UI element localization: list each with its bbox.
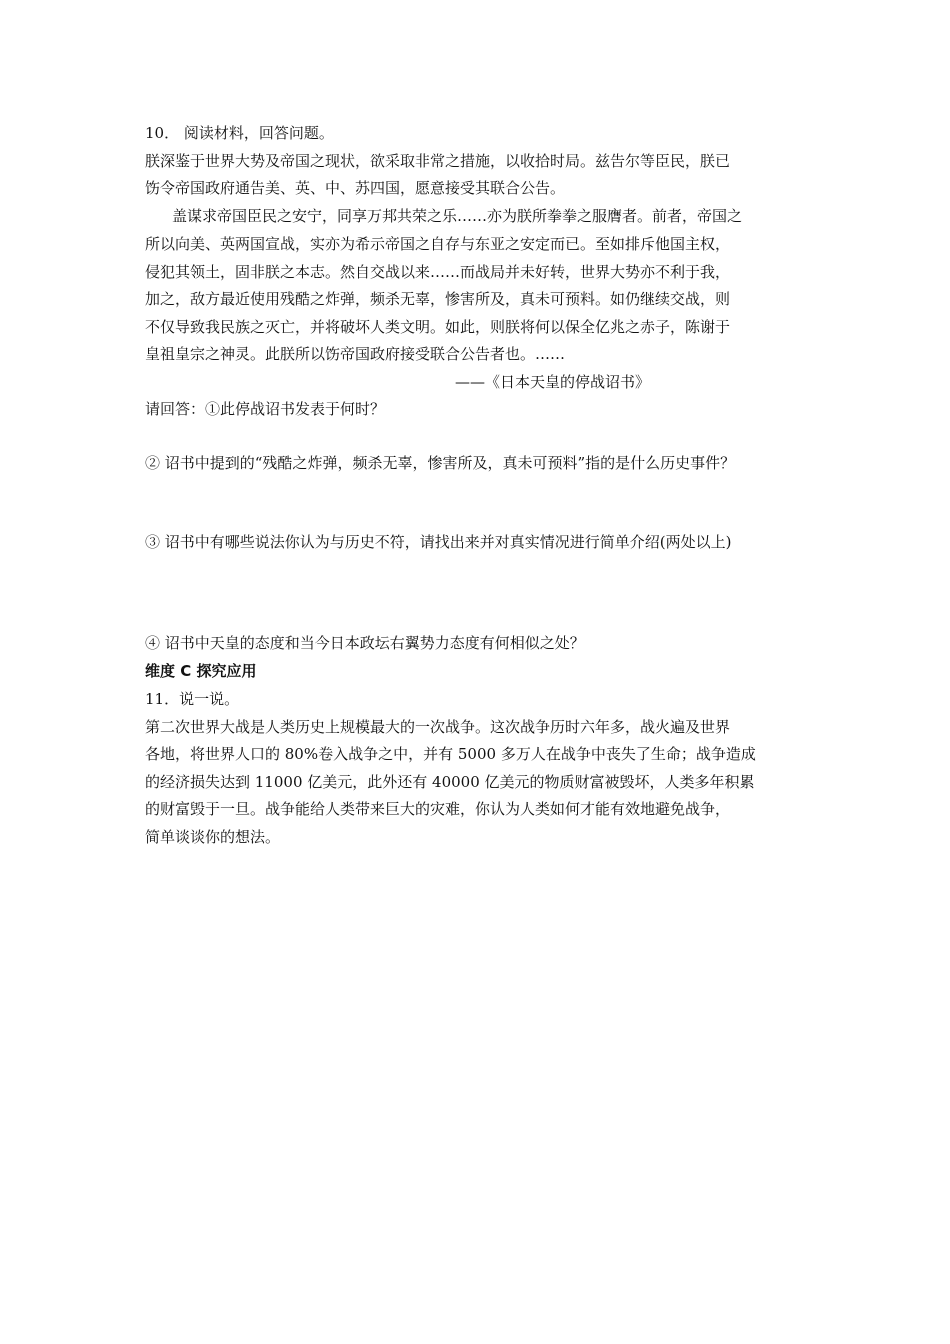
question-11-heading: 11．说一说。 [145,690,240,708]
section-c-heading: 维度 C 探究应用 [145,662,257,680]
question-11-body-line: 的经济损失达到 11000 亿美元，此外还有 40000 亿美元的物质财富被毁坏，人类多年积累 [145,773,755,791]
material-line: 不仅导致我民族之灭亡，并将破坏人类文明。如此，则朕将何以保全亿兆之赤子，陈谢于 [145,318,731,336]
question-10-part-3: ③ 诏书中有哪些说法你认为与历史不符，请找出来并对真实情况进行简单介绍(两处以上) [145,533,732,551]
question-10-part-4: ④ 诏书中天皇的态度和当今日本政坛右翼势力态度有何相似之处？ [145,634,585,652]
question-10-part-2: ② 诏书中提到的“残酷之炸弹，频杀无辜，惨害所及，真未可预料”指的是什么历史事件？ [145,454,736,472]
question-11-body-line: 的财富毁于一旦。战争能给人类带来巨大的灾难，你认为人类如何才能有效地避免战争， [145,800,731,818]
question-11-body-line: 第二次世界大战是人类历史上规模最大的一次战争。这次战争历时六年多，战火遍及世界 [145,718,731,736]
material-line: 侵犯其领土，固非朕之本志。然自交战以来……而战局并未好转，世界大势亦不利于我， [145,263,731,281]
question-11-body-line: 各地，将世界人口的 80%卷入战争之中，并有 5000 多万人在战争中丧失了生命；战争造成 [145,745,756,763]
question-10-part-1: 请回答：①此停战诏书发表于何时？ [145,400,386,418]
question-10-heading: 10． 阅读材料，回答问题。 [145,124,334,142]
material-line: 加之，敌方最近使用残酷之炸弹，频杀无辜，惨害所及，真未可预料。如仍继续交战，则 [145,290,731,308]
material-line: 所以向美、英两国宣战，实亦为希示帝国之自存与东亚之安定而已。至如排斥他国主权， [145,235,731,253]
material-line: 饬令帝国政府通告美、英、中、苏四国，愿意接受其联合公告。 [145,179,566,197]
material-attribution: ——《日本天皇的停战诏书》 [455,373,651,391]
material-line: 朕深鉴于世界大势及帝国之现状，欲采取非常之措施，以收拾时局。兹告尔等臣民，朕已 [145,152,731,170]
material-line: 盖谋求帝国臣民之安宁，同享万邦共荣之乐……亦为朕所拳拳之服膺者。前者，帝国之 [172,207,743,225]
material-line: 皇祖皇宗之神灵。此朕所以饬帝国政府接受联合公告者也。…… [145,345,566,363]
question-11-body-line: 简单谈谈你的想法。 [145,828,281,846]
